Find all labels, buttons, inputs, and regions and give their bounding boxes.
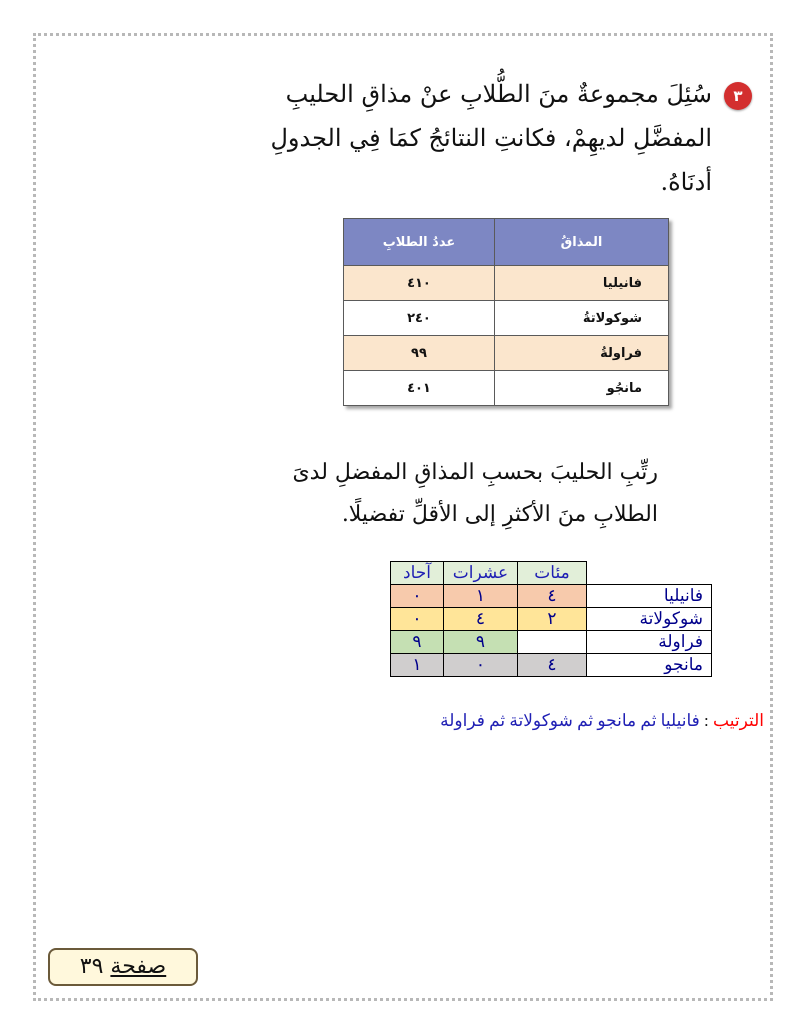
ones-cell: ٠: [391, 585, 444, 608]
table-row: [344, 301, 669, 336]
flavor-cell: فانيليا: [494, 266, 668, 301]
question-line-2: المفضَّلِ لديهِمْ، فكانتِ النتائجُ كمَا فِي الجدولِ: [270, 124, 712, 152]
ordering-value: فانيليا ثم مانجو ثم شوكولاتة ثم فراولة: [440, 711, 700, 730]
ones-header: آحاد: [391, 562, 444, 585]
table-row: [391, 631, 712, 654]
table-row: [391, 654, 712, 677]
question-line-3: أدنَاهُ.: [660, 168, 712, 196]
tens-header: عشرات: [444, 562, 518, 585]
flavor-cell: فراولةُ: [494, 336, 668, 371]
flavor-name-cell: فانيليا: [587, 585, 712, 608]
count-cell: ٢٤٠: [344, 301, 495, 336]
ordering-separator: :: [704, 711, 709, 730]
flavor-cell: شوكولاتةُ: [494, 301, 668, 336]
hundreds-cell: [518, 631, 587, 654]
table-row: [344, 371, 669, 406]
instruction-line-1: رتِّبِ الحليبَ بحسبِ المذاقِ المفضلِ لدىَ: [292, 460, 658, 485]
flavor-cell: مانجُو: [494, 371, 668, 406]
count-cell: ٤١٠: [344, 266, 495, 301]
page-word: صفحة: [110, 954, 167, 979]
tens-cell: ٤: [444, 608, 518, 631]
page-number: ٣٩: [79, 954, 104, 979]
tens-cell: ١: [444, 585, 518, 608]
flavor-name-cell: شوكولاتة: [587, 608, 712, 631]
hundreds-cell: ٤: [518, 654, 587, 677]
tens-cell: ٠: [444, 654, 518, 677]
hundreds-cell: ٢: [518, 608, 587, 631]
flavor-name-cell: فراولة: [587, 631, 712, 654]
table-row: [344, 336, 669, 371]
place-value-table: [390, 561, 712, 677]
question-number-badge: ٣: [724, 82, 752, 110]
place-value-header: [391, 562, 712, 585]
flavor-table-header: [344, 219, 669, 266]
table-row: [344, 266, 669, 301]
hundreds-cell: ٤: [518, 585, 587, 608]
ones-cell: ٠: [391, 608, 444, 631]
ordering-answer: [358, 711, 764, 731]
flavor-header: المذاقُ: [494, 219, 668, 266]
instruction-line-2: الطلابِ منَ الأكثرِ إلى الأقلِّ تفضيلًا.: [341, 502, 658, 527]
ordering-label: الترتيب: [713, 711, 764, 730]
hundreds-header: مئات: [518, 562, 587, 585]
tens-cell: ٩: [444, 631, 518, 654]
question-text: [192, 72, 712, 204]
table-row: [391, 608, 712, 631]
count-cell: ٩٩: [344, 336, 495, 371]
instruction-text: [238, 452, 658, 536]
question-line-1: سُئِلَ مجموعةٌ منَ الطُّلابِ عنْ مذاقِ الحليبِ: [285, 80, 712, 108]
ones-cell: ١: [391, 654, 444, 677]
ones-cell: ٩: [391, 631, 444, 654]
empty-corner: [587, 562, 712, 585]
count-header: عددُ الطلابِ: [344, 219, 495, 266]
table-row: [391, 585, 712, 608]
page-number-box: [48, 948, 198, 986]
flavor-name-cell: مانجو: [587, 654, 712, 677]
count-cell: ٤٠١: [344, 371, 495, 406]
flavor-table: [343, 218, 669, 406]
